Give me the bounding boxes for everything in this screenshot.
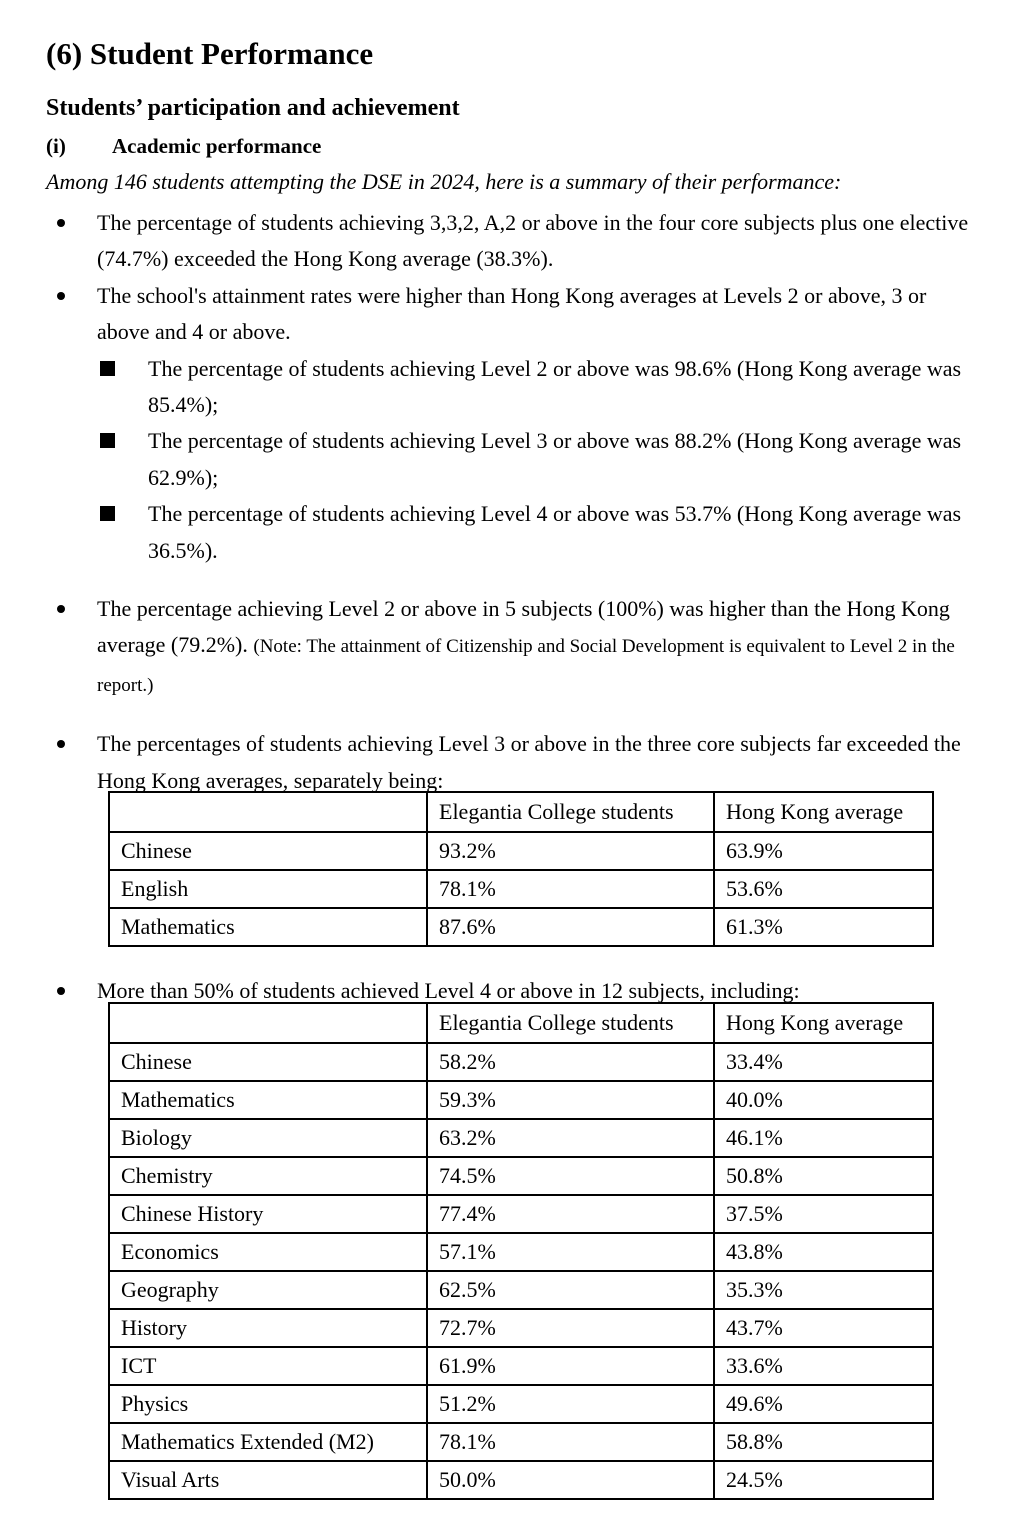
bullet-five-subjects xyxy=(46,591,984,704)
table-row xyxy=(109,1043,933,1081)
bullet-text: More than 50% of students achieved Level 4 or above in 12 subjects, including: xyxy=(97,978,800,1004)
hk-average-cell: 61.3% xyxy=(714,908,933,946)
college-value-cell: 57.1% xyxy=(427,1233,714,1271)
hk-average-cell: 58.8% xyxy=(714,1423,933,1461)
college-value-cell: 77.4% xyxy=(427,1195,714,1233)
bullet-level4-table-intro xyxy=(46,973,984,1009)
table-row xyxy=(109,1423,933,1461)
circle-bullet-icon xyxy=(57,292,65,300)
square-bullet-icon xyxy=(100,433,115,448)
bullet-text: The percentages of students achieving Level 3 or above in the three core subjects far exceeded the Hong Kong averages, separately being: xyxy=(97,731,961,793)
subject-cell: Economics xyxy=(109,1233,427,1271)
circle-bullet-icon xyxy=(57,219,65,227)
college-value-cell: 74.5% xyxy=(427,1157,714,1195)
circle-bullet-icon xyxy=(57,740,65,748)
level4-subjects-table xyxy=(108,1002,934,1500)
college-value-cell: 59.3% xyxy=(427,1081,714,1119)
bullet-text: The percentage of students achieving 3,3,2, A,2 or above in the four core subjects plus one elective (74.7%) exceeded the Hong Kong average (38.3%). xyxy=(97,210,969,272)
subject-cell: Geography xyxy=(109,1271,427,1309)
table-row xyxy=(109,1347,933,1385)
hk-average-cell: 37.5% xyxy=(714,1195,933,1233)
table-row xyxy=(109,1461,933,1499)
table-header-hk-average: Hong Kong average xyxy=(714,1003,933,1043)
sub-bullet-level3 xyxy=(46,423,984,496)
bullet-attainment-rates xyxy=(46,278,984,351)
table-row xyxy=(109,1195,933,1233)
college-value-cell: 78.1% xyxy=(427,870,714,908)
table-row xyxy=(109,1233,933,1271)
page-title: (6) Student Performance xyxy=(46,36,374,71)
hk-average-cell: 43.7% xyxy=(714,1309,933,1347)
hk-average-cell: 43.8% xyxy=(714,1233,933,1271)
bullet-text xyxy=(97,591,984,704)
college-value-cell: 50.0% xyxy=(427,1461,714,1499)
bullet-text: The percentage of students achieving Level 4 or above was 53.7% (Hong Kong average was 36.5%). xyxy=(148,501,962,563)
table-row xyxy=(109,1271,933,1309)
subject-cell: Chinese History xyxy=(109,1195,427,1233)
table-header-hk-average: Hong Kong average xyxy=(714,792,933,832)
college-value-cell: 72.7% xyxy=(427,1309,714,1347)
table-row xyxy=(109,1309,933,1347)
table-row xyxy=(109,1157,933,1195)
circle-bullet-icon xyxy=(57,605,65,613)
subject-cell: Visual Arts xyxy=(109,1461,427,1499)
subject-cell: Chinese xyxy=(109,832,427,870)
subject-cell: Chemistry xyxy=(109,1157,427,1195)
subject-cell: Mathematics xyxy=(109,1081,427,1119)
subject-cell: Physics xyxy=(109,1385,427,1423)
hk-average-cell: 24.5% xyxy=(714,1461,933,1499)
table-row xyxy=(109,1119,933,1157)
bullet-text: The percentage of students achieving Level 3 or above was 88.2% (Hong Kong average was 62.9%); xyxy=(148,428,962,490)
college-value-cell: 51.2% xyxy=(427,1385,714,1423)
bullet-core-elective xyxy=(46,205,984,278)
circle-bullet-icon xyxy=(57,987,65,995)
bullet-list xyxy=(46,205,984,1500)
table-row xyxy=(109,832,933,870)
table-row xyxy=(109,1081,933,1119)
square-bullet-icon xyxy=(100,361,115,376)
college-value-cell: 93.2% xyxy=(427,832,714,870)
table-row xyxy=(109,908,933,946)
college-value-cell: 87.6% xyxy=(427,908,714,946)
subsection-title: Academic performance xyxy=(112,134,322,158)
hk-average-cell: 33.6% xyxy=(714,1347,933,1385)
hk-average-cell: 46.1% xyxy=(714,1119,933,1157)
square-bullet-icon xyxy=(100,506,115,521)
subject-cell: Mathematics xyxy=(109,908,427,946)
bullet-core-table-intro xyxy=(46,726,984,799)
subject-cell: ICT xyxy=(109,1347,427,1385)
bullet-text: The percentage of students achieving Level 2 or above was 98.6% (Hong Kong average was 85.4%); xyxy=(148,355,962,418)
hk-average-cell: 50.8% xyxy=(714,1157,933,1195)
table-row xyxy=(109,870,933,908)
intro-text: Among 146 students attempting the DSE in 2024, here is a summary of their performance: xyxy=(46,169,842,194)
subject-cell: History xyxy=(109,1309,427,1347)
college-value-cell: 58.2% xyxy=(427,1043,714,1081)
hk-average-cell: 53.6% xyxy=(714,870,933,908)
bullet-text: The school's attainment rates were higher than Hong Kong averages at Levels 2 or above, 3 or above and 4 or above. xyxy=(97,282,927,345)
bullet-text-main: The percentage achieving Level 2 or above in 5 subjects (100%) was higher than the Hong Kong average (79.2%). xyxy=(97,596,950,658)
subject-cell: Mathematics Extended (M2) xyxy=(109,1423,427,1461)
college-value-cell: 61.9% xyxy=(427,1347,714,1385)
hk-average-cell: 33.4% xyxy=(714,1043,933,1081)
table-header-college: Elegantia College students xyxy=(427,792,714,832)
hk-average-cell: 63.9% xyxy=(714,832,933,870)
hk-average-cell: 40.0% xyxy=(714,1081,933,1119)
subject-cell: Chinese xyxy=(109,1043,427,1081)
hk-average-cell: 35.3% xyxy=(714,1271,933,1309)
college-value-cell: 63.2% xyxy=(427,1119,714,1157)
college-value-cell: 62.5% xyxy=(427,1271,714,1309)
sub-bullet-level2 xyxy=(46,351,984,424)
bullet-note: (Note: The attainment of Citizenship and Social Development is equivalent to Level 2 in the report.) xyxy=(97,636,955,696)
college-value-cell: 78.1% xyxy=(427,1423,714,1461)
subsection-label: (i) xyxy=(46,134,66,158)
hk-average-cell: 49.6% xyxy=(714,1385,933,1423)
table-row xyxy=(109,1385,933,1423)
sub-bullet-level4 xyxy=(46,496,984,569)
core-subjects-table xyxy=(108,791,934,947)
subject-cell: Biology xyxy=(109,1119,427,1157)
table-header-college: Elegantia College students xyxy=(427,1003,714,1043)
subject-cell: English xyxy=(109,870,427,908)
section-heading: Students’ participation and achievement xyxy=(46,95,460,121)
subsection-heading xyxy=(46,133,984,159)
